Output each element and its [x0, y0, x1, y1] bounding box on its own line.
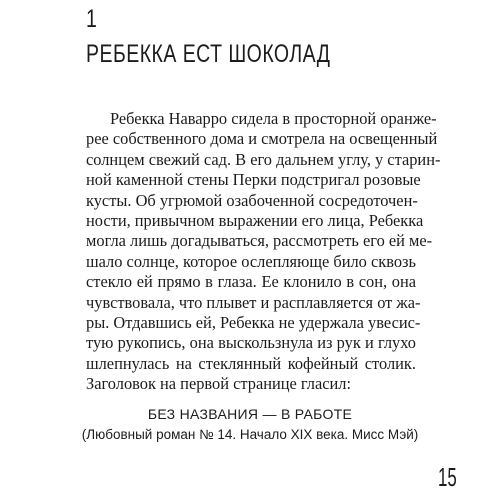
text-line: тую рукопись, она выскользнула из рук и глухо [86, 333, 416, 353]
text-line: кусты. Об угрюмой озабоченной сосредоточен- [86, 190, 418, 210]
text-line: чувствовала, что плывет и расплавляется от жа- [86, 292, 421, 312]
page-number: 15 [438, 462, 457, 492]
manuscript-subtitle: (Любовный роман № 14. Начало XIX века. Мисс Мэй) [81, 427, 419, 442]
body-paragraph [86, 109, 441, 394]
text-line: ности, привычном выражении его лица, Ребекка [86, 210, 424, 230]
text-line: солнцем свежий сад. В его дальнем углу, у старин- [86, 149, 441, 169]
manuscript-title: БЕЗ НАЗВАНИЯ — В РАБОТЕ [147, 406, 353, 422]
chapter-title: РЕБЕККА ЕСТ ШОКОЛАД [86, 40, 331, 68]
text-line: шало солнце, которое ослепляюще било сквозь [86, 251, 416, 271]
text-line: ры. Отдавшись ей, Ребекка не удержала увесис- [86, 312, 421, 332]
text-line: ной каменной стены Перки подстригал розовые [86, 170, 421, 190]
text-line: рее собственного дома и смотрела на освещенный [86, 129, 438, 149]
chapter-number: 1 [86, 5, 98, 33]
text-line: могла лишь догадываться, рассмотреть его ей ме- [86, 231, 433, 251]
text-line: стекло ей прямо в глаза. Ее клонило в сон, она [86, 272, 416, 292]
text-line: Заголовок на первой странице гласил: [86, 374, 352, 394]
text-line: Ребекка Наварро сидела в просторной оранже- [110, 109, 437, 128]
text-line: шлепнулась на стеклянный кофейный столик. [86, 353, 416, 373]
